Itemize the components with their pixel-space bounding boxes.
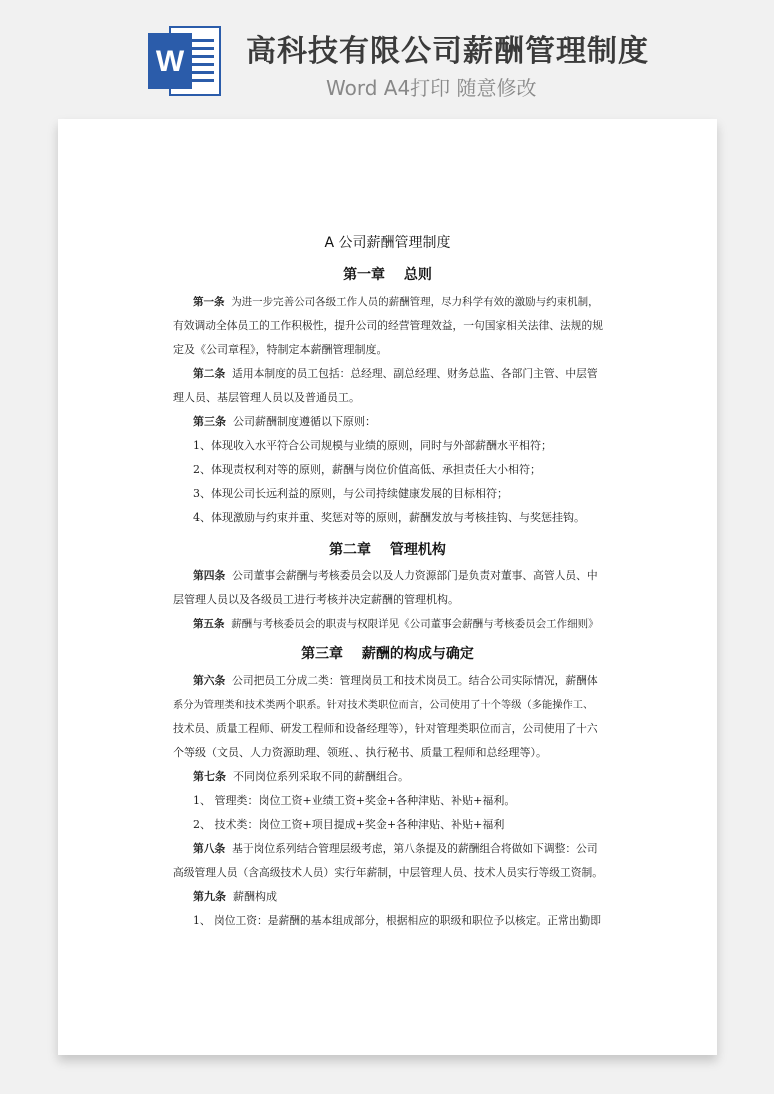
article-5-label: 第五条 [193, 618, 225, 630]
article-3-item-3: 3、体现公司长远利益的原则，与公司持续健康发展的目标相符； [193, 487, 508, 500]
header-title: 高科技有限公司薪酬管理制度 [246, 34, 649, 69]
article-7-label: 第七条 [193, 770, 226, 783]
header-banner [0, 0, 774, 118]
article-2-line-2: 理人员、基层管理人员以及普通员工。 [173, 391, 360, 404]
article-6-label: 第六条 [193, 674, 226, 687]
article-1-label: 第一条 [193, 296, 225, 308]
article-9-item-1: 1、 岗位工资：是薪酬的基本组成部分，根据相应的职级和职位予以核定。正常出勤即 [193, 914, 602, 927]
article-3-line-1: 第三条 公司薪酬制度遵循以下原则： [193, 415, 376, 428]
article-7-item-1: 1、 管理类：岗位工资+业绩工资+奖金+各种津贴、补贴+福利。 [193, 794, 516, 807]
article-8-label: 第八条 [193, 842, 226, 855]
article-3-item-1: 1、体现收入水平符合公司规模与业绩的原则，同时与外部薪酬水平相符； [193, 439, 552, 452]
article-6-line-3: 技术员、质量工程师、研发工程师和设备经理等），针对管理类职位而言，公司使用了十六 [173, 722, 598, 735]
article-2-label: 第二条 [193, 367, 226, 380]
article-8-line-1: 第八条 基于岗位系列结合管理层级考虑，第八条提及的薪酬组合将做如下调整：公司 [193, 842, 598, 855]
article-3-label: 第三条 [193, 415, 226, 428]
article-5-line-1: 第五条 薪酬与考核委员会的职责与权限详见《公司董事会薪酬与考核委员会工作细则》 [193, 618, 599, 630]
article-1-line-3: 定及《公司章程》，特制定本薪酬管理制度。 [173, 343, 388, 356]
header-subtitle: Word A4打印 随意修改 [326, 76, 537, 100]
chapter-1-heading: 第一章 总则 [343, 267, 432, 283]
article-7-line-1: 第七条 不同岗位系列采取不同的薪酬组合。 [193, 770, 409, 783]
word-icon [148, 25, 222, 97]
article-7-item-2: 2、 技术类：岗位工资+项目提成+奖金+各种津贴、补贴+福利 [193, 818, 505, 831]
article-9-line-1: 第九条 薪酬构成 [193, 890, 277, 903]
article-6-line-2: 系分为管理类和技术类两个职系。针对技术类职位而言，公司使用了十个等级（多能操作工、 [173, 699, 594, 711]
article-3-item-2: 2、体现责权利对等的原则，薪酬与岗位价值高低、承担责任大小相符； [193, 463, 541, 476]
document-title: A 公司薪酬管理制度 [324, 235, 451, 251]
document-page [58, 119, 717, 1055]
article-4-label: 第四条 [193, 569, 226, 582]
article-2-line-1: 第二条 适用本制度的员工包括：总经理、副总经理、财务总监、各部门主管、中层管 [193, 367, 598, 380]
article-4-line-1: 第四条 公司董事会薪酬与考核委员会以及人力资源部门是负责对董事、高管人员、中 [193, 569, 598, 582]
article-9-label: 第九条 [193, 890, 226, 903]
svg-text:W: W [155, 45, 185, 78]
article-3-item-4: 4、体现激励与约束并重、奖惩对等的原则，薪酬发放与考核挂钩、与奖惩挂钩。 [193, 511, 585, 524]
chapter-3-heading: 第三章 薪酬的构成与确定 [301, 646, 474, 662]
chapter-2-heading: 第二章 管理机构 [329, 542, 446, 558]
article-8-line-2: 高级管理人员（含高级技术人员）实行年薪制，中层管理人员、技术人员实行等级工资制。 [173, 866, 604, 879]
article-6-line-4: 个等级（文员、人力资源助理、领班、、执行秘书、质量工程师和总经理等）。 [173, 746, 547, 759]
article-1-line-2: 有效调动全体员工的工作积极性，提升公司的经营管理效益，一句国家相关法律、法规的规 [173, 319, 604, 332]
article-1-line-1: 第一条 为进一步完善公司各级工作人员的薪酬管理，尽力科学有效的激励与约束机制， [193, 296, 599, 308]
article-6-line-1: 第六条 公司把员工分成二类：管理岗员工和技术岗员工。结合公司实际情况，薪酬体 [193, 674, 598, 687]
article-4-line-2: 层管理人员以及各级员工进行考核并决定薪酬的管理机构。 [173, 593, 459, 606]
